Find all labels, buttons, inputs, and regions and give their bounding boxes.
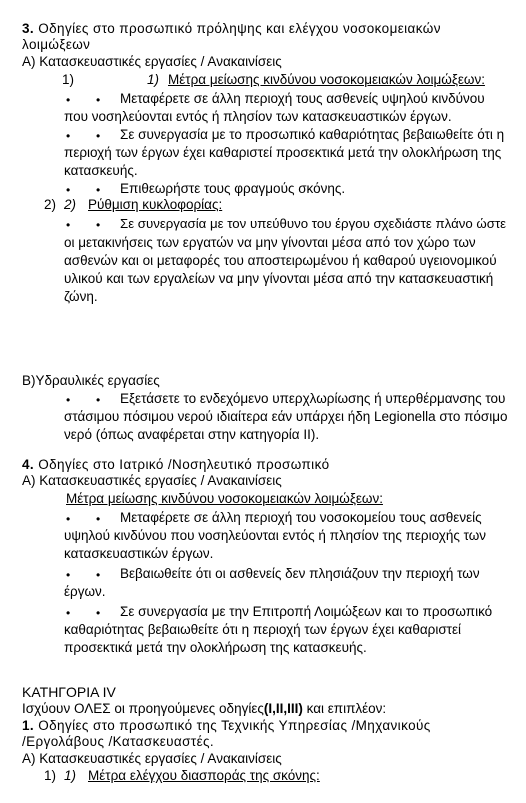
bullet-icon: • (96, 512, 101, 526)
item-label: Μέτρα ελέγχου διασποράς της σκόνης: (88, 768, 320, 783)
item-number: 1) (44, 768, 57, 783)
category-title: ΚΑΤΗΓΟΡΙΑ IV (22, 684, 116, 700)
bullet-text: Μεταφέρετε σε άλλη περιοχή του νοσοκομείου τους ασθενείς (120, 510, 482, 525)
bullet-icon: • (96, 93, 101, 107)
bullet-icon: • (66, 512, 71, 526)
bullet-icon: • (66, 218, 71, 232)
bullet-text: που νοσηλεύονται εντός ή πλησίον των κατασκευαστικών έργων. (64, 109, 452, 124)
item-number: 1) (62, 72, 75, 87)
bullet-text: Σε συνεργασία με το προσωπικό καθαριότητας βεβαιωθείτε ότι η (120, 127, 505, 142)
section-title: Οδηγίες στο προσωπικό πρόληψης και ελέγχου νοσοκομειακών (38, 21, 441, 36)
bullet-icon: • (96, 218, 101, 232)
section-title: Οδηγίες στο Ιατρικό /Νοσηλευτικό προσωπικό (38, 457, 330, 472)
subsection-heading: Α) Κατασκευαστικές εργασίες / Ανακαινίσεις (22, 54, 282, 69)
bullet-icon: • (66, 606, 71, 620)
item-number: 2) (44, 197, 57, 212)
bullet-text: υψηλού κινδύνου που νοσηλεύονται εντός ή πλησίον της περιοχής των (64, 528, 487, 543)
bullet-text: Σε συνεργασία με τον υπεύθυνο του έργου σχεδιάστε πλάνο ώστε (120, 216, 507, 231)
section-title: Οδηγίες στο προσωπικό της Τεχνικής Υπηρεσίας /Μηχανικούς (38, 718, 431, 733)
bullet-text: καθαριότητας βεβαιωθείτε ότι η περιοχή των έργων έχει καθαριστεί (64, 622, 462, 637)
section-number: 4. (22, 457, 35, 472)
item-label: Ρύθμιση κυκλοφορίας: (88, 197, 223, 212)
intro-categories: (I,II,III) (263, 701, 303, 716)
bullet-icon: • (96, 393, 101, 407)
bullet-text: Εξετάσετε το ενδεχόμενο υπερχλωρίωσης ή υπερθέρμανσης του (120, 391, 506, 406)
item-sub-number: 1) (147, 72, 160, 87)
bullet-text: νερό (όπως αναφέρεται στην κατηγορία ΙΙ). (64, 427, 320, 442)
bullet-text: Σε συνεργασία με την Επιτροπή Λοιμώξεων και το προσωπικό (120, 604, 493, 619)
subsection-heading: Β)Υδραυλικές εργασίες (22, 373, 160, 388)
intro-text: και επιπλέον: (302, 701, 387, 716)
item-label: Μέτρα μείωσης κινδύνου νοσοκομειακών λοιμώξεων: (168, 72, 485, 87)
bullet-text: Επιθεωρήστε τους φραγμούς σκόνης. (120, 181, 346, 196)
bullet-text: Μεταφέρετε σε άλλη περιοχή τους ασθενείς υψηλού κινδύνου (120, 91, 485, 106)
section-number: 1. (22, 718, 35, 733)
category-intro (22, 700, 386, 718)
bullet-text: κατασκευής. (64, 163, 138, 178)
bullet-text: στάσιμου πόσιμου νερού ιδιαίτερα εάν υπάρχει ήδη Legionella στο πόσιμο (64, 409, 508, 424)
bullet-icon: • (66, 129, 71, 143)
bullet-text: περιοχή των έργων έχει καθαριστεί προσεκτικά μετά την ολοκλήρωση της (64, 145, 502, 160)
bullet-icon: • (96, 129, 101, 143)
item-sub-number: 1) (64, 768, 77, 783)
bullet-text: ασθενών και οι μεταφορές του αποστειρωμένου ή καθαρού υγειονομικού (64, 253, 497, 268)
section-number: 3. (22, 21, 35, 36)
bullet-text: έργων. (64, 584, 106, 599)
bullet-text: Βεβαιωθείτε ότι οι ασθενείς δεν πλησιάζουν την περιοχή των (120, 566, 480, 581)
intro-text: Ισχύουν ΟΛΕΣ οι προηγούμενες οδηγίες (22, 701, 264, 716)
bullet-text: ζώνη. (64, 289, 98, 304)
bullet-icon: • (66, 183, 71, 197)
item-label: Μέτρα μείωσης κινδύνου νοσοκομειακών λοιμώξεων: (66, 491, 383, 506)
bullet-text: οι μετακινήσεις των εργατών να μην γίνονται μέσα από τον χώρο των (64, 235, 476, 250)
item-sub-number: 2) (64, 197, 77, 212)
bullet-text: κατασκευαστικών έργων. (64, 546, 214, 561)
bullet-icon: • (96, 183, 101, 197)
bullet-icon: • (96, 568, 101, 582)
section-3-title-line-2: λοιμώξεων (22, 37, 91, 52)
bullet-icon: • (66, 568, 71, 582)
category-section-title-line-2: /Εργολάβους /Κατασκευαστές. (22, 734, 215, 749)
bullet-icon: • (66, 93, 71, 107)
subsection-heading: Α) Κατασκευαστικές εργασίες / Ανακαινίσεις (22, 473, 282, 488)
bullet-text: υλικού και των εργαλείων να μην γίνονται μέσα από την κατασκευαστική (64, 271, 494, 286)
bullet-icon: • (96, 606, 101, 620)
subsection-heading: Α) Κατασκευαστικές εργασίες / Ανακαινίσεις (22, 751, 282, 766)
bullet-text: προσεκτικά μετά την ολοκλήρωση της κατασκευής. (64, 640, 367, 655)
bullet-icon: • (66, 393, 71, 407)
